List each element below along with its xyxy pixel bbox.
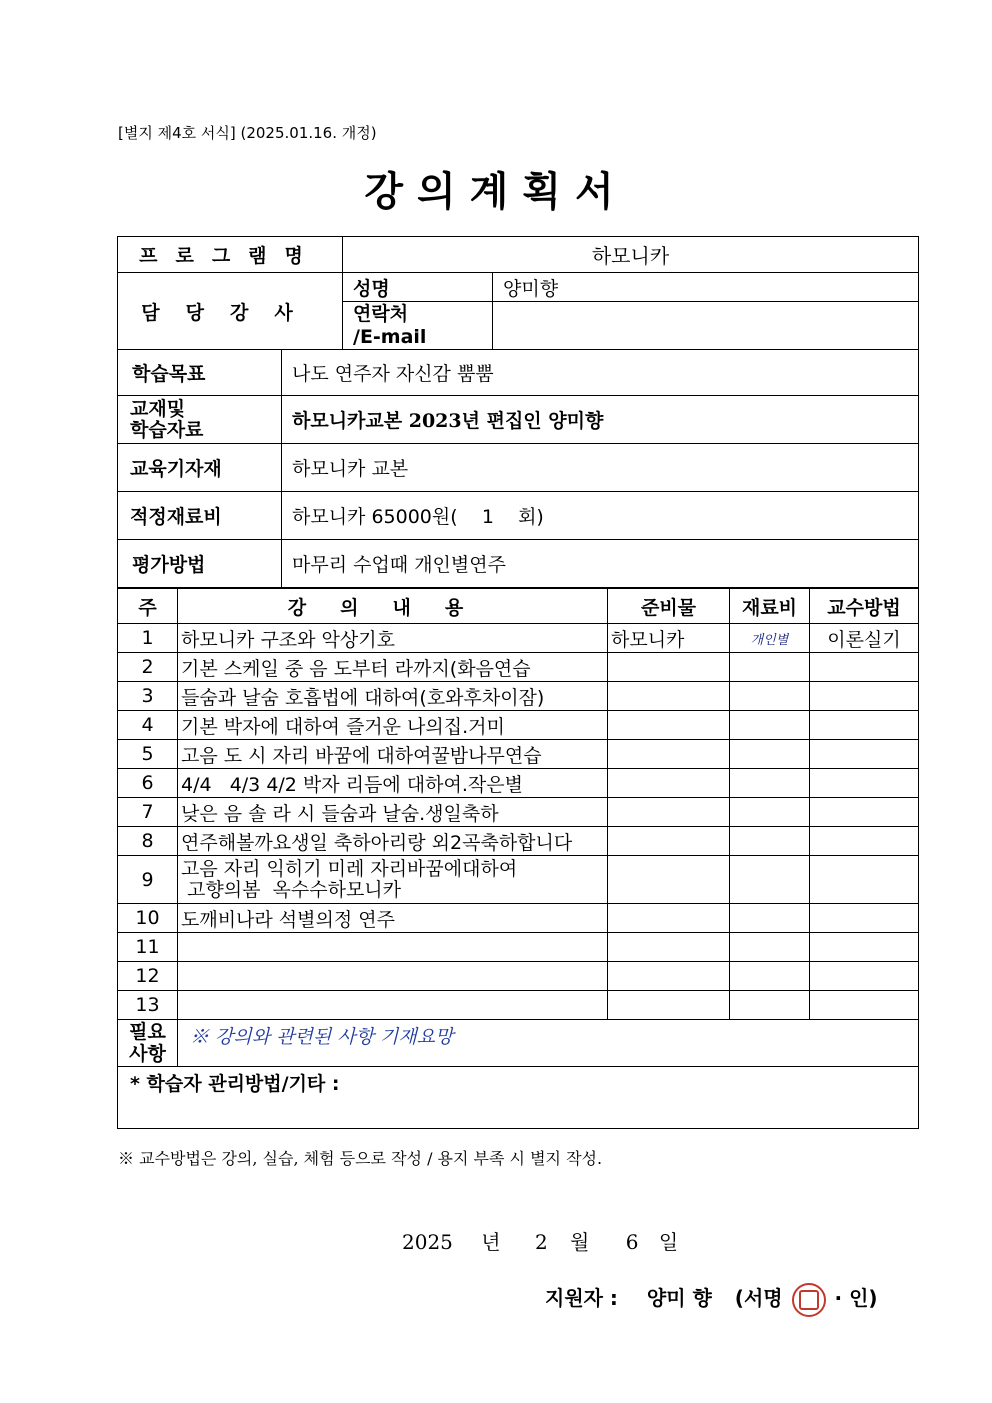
lecture-content: 4/4 4/3 4/2 박자 리듬에 대하여.작은별 xyxy=(178,769,608,798)
teaching-method xyxy=(810,933,919,962)
week-header: 주 xyxy=(118,589,178,624)
content-header: 강의내용 xyxy=(178,589,608,624)
fee-value: 하모니카 65000원( 1 회) xyxy=(282,492,919,540)
material-fee xyxy=(730,827,810,856)
prep-item xyxy=(608,653,730,682)
equipment-value: 하모니카 교본 xyxy=(282,444,919,492)
teaching-method xyxy=(810,991,919,1020)
prep-item xyxy=(608,933,730,962)
table-row xyxy=(118,962,919,991)
lecture-content xyxy=(178,991,608,1020)
applicant-line xyxy=(545,1282,878,1317)
applicant-label: 지원자 : xyxy=(545,1286,618,1310)
instructor-label: 담당강사 xyxy=(118,273,343,350)
prep-item xyxy=(608,682,730,711)
week-number: 1 xyxy=(118,624,178,653)
week-number: 13 xyxy=(118,991,178,1020)
prep-item xyxy=(608,769,730,798)
date-day-unit: 일 xyxy=(658,1230,679,1254)
sign-open: (서명 xyxy=(734,1286,783,1310)
week-number: 7 xyxy=(118,798,178,827)
lecture-content xyxy=(178,933,608,962)
lecture-content: 도깨비나라 석별의정 연주 xyxy=(178,904,608,933)
eval-value: 마무리 수업때 개인별연주 xyxy=(282,540,919,588)
material-fee xyxy=(730,933,810,962)
teaching-method xyxy=(810,682,919,711)
material-fee xyxy=(730,740,810,769)
table-row xyxy=(118,856,919,904)
date-day: 6 xyxy=(625,1230,639,1254)
week-number: 6 xyxy=(118,769,178,798)
contact-label-line2: /E-mail xyxy=(353,325,427,348)
teaching-method xyxy=(810,904,919,933)
lecture-content: 들숨과 날숨 호흡법에 대하여(호와후차이잠) xyxy=(178,682,608,711)
table-row xyxy=(118,798,919,827)
material-fee xyxy=(730,711,810,740)
table-row xyxy=(118,682,919,711)
lecture-content xyxy=(178,962,608,991)
week-number: 5 xyxy=(118,740,178,769)
lecture-content xyxy=(178,856,608,904)
prep-header: 준비물 xyxy=(608,589,730,624)
date-year: 2025 xyxy=(402,1230,453,1254)
material-fee xyxy=(730,904,810,933)
prep-item xyxy=(608,798,730,827)
material-fee: 개인별 xyxy=(730,624,810,653)
prep-item xyxy=(608,856,730,904)
date-month: 2 xyxy=(534,1230,548,1254)
prep-item xyxy=(608,827,730,856)
lecture-content: 기본 스케일 중 음 도부터 라까지(화음연습 xyxy=(178,653,608,682)
table-row xyxy=(118,827,919,856)
material-fee xyxy=(730,991,810,1020)
week-number: 12 xyxy=(118,962,178,991)
details-table xyxy=(117,349,919,588)
material-value: 하모니카교본 2023년 편집인 양미향 xyxy=(282,396,919,444)
material-label xyxy=(118,396,282,444)
footnote: ※ 교수방법은 강의, 실습, 체험 등으로 작성 / 용지 부족 시 별지 작성. xyxy=(118,1149,603,1168)
info-table xyxy=(117,236,919,350)
program-value: 하모니카 xyxy=(343,237,919,273)
week-number: 11 xyxy=(118,933,178,962)
fee-header: 재료비 xyxy=(730,589,810,624)
goal-value: 나도 연주자 자신감 뿜뿜 xyxy=(282,350,919,396)
lecture-content: 낮은 음 솔 라 시 들숨과 날숨.생일축하 xyxy=(178,798,608,827)
prep-item xyxy=(608,962,730,991)
date-line xyxy=(402,1226,678,1255)
teaching-method xyxy=(810,711,919,740)
material-label-line2: 학습자료 xyxy=(130,418,204,441)
teaching-method xyxy=(810,769,919,798)
sign-close: · 인) xyxy=(834,1286,878,1310)
teaching-method: 이론실기 xyxy=(810,624,919,653)
material-fee xyxy=(730,856,810,904)
teaching-method xyxy=(810,827,919,856)
material-fee xyxy=(730,653,810,682)
lecture-content-line1: 고음 자리 익히기 미레 자리바꿈에대하여 xyxy=(181,857,518,880)
week-number: 2 xyxy=(118,653,178,682)
goal-label: 학습목표 xyxy=(118,350,282,396)
table-row xyxy=(118,933,919,962)
management-label: * 학습자 관리방법/기타 : xyxy=(118,1067,919,1129)
date-month-unit: 월 xyxy=(570,1230,590,1254)
material-label-line1: 교재및 xyxy=(130,397,186,420)
required-note: ※ 강의와 관련된 사항 기재요망 xyxy=(178,1020,919,1067)
table-row xyxy=(118,769,919,798)
table-row xyxy=(118,904,919,933)
contact-label-line1: 연락처 xyxy=(353,302,409,325)
teaching-method xyxy=(810,740,919,769)
week-number: 9 xyxy=(118,856,178,904)
table-row xyxy=(118,624,919,653)
table-row xyxy=(118,740,919,769)
material-fee xyxy=(730,962,810,991)
teaching-method xyxy=(810,653,919,682)
applicant-name: 양미 향 xyxy=(646,1286,712,1310)
lecture-content: 연주해볼까요생일 축하아리랑 외2곡축하합니다 xyxy=(178,827,608,856)
prep-item xyxy=(608,711,730,740)
table-row xyxy=(118,653,919,682)
prep-item: 하모니카 xyxy=(608,624,730,653)
week-number: 3 xyxy=(118,682,178,711)
form-reference: [별지 제4호 서식] (2025.01.16. 개정) xyxy=(118,124,377,142)
prep-item xyxy=(608,740,730,769)
name-label: 성명 xyxy=(343,273,493,302)
teaching-method xyxy=(810,856,919,904)
material-fee xyxy=(730,769,810,798)
lecture-content-line2: 고향의봄 옥수수하모니카 xyxy=(181,878,402,901)
week-number: 8 xyxy=(118,827,178,856)
week-number: 4 xyxy=(118,711,178,740)
teaching-method xyxy=(810,798,919,827)
material-fee xyxy=(730,682,810,711)
required-label xyxy=(118,1020,178,1067)
required-label-line2: 사항 xyxy=(129,1043,166,1065)
contact-value xyxy=(493,302,919,350)
method-header: 교수방법 xyxy=(810,589,919,624)
eval-label: 평가방법 xyxy=(118,540,282,588)
lecture-content: 하모니카 구조와 악상기호 xyxy=(178,624,608,653)
prep-item xyxy=(608,991,730,1020)
table-row xyxy=(118,711,919,740)
prep-item xyxy=(608,904,730,933)
schedule-table xyxy=(117,588,919,1129)
name-value: 양미향 xyxy=(493,273,919,302)
lecture-content: 고음 도 시 자리 바꿈에 대하여꿀밤나무연습 xyxy=(178,740,608,769)
document-title: 강의계획서 xyxy=(364,169,628,215)
program-label: 프로그램명 xyxy=(118,237,343,273)
week-number: 10 xyxy=(118,904,178,933)
table-row xyxy=(118,991,919,1020)
seal-stamp-icon xyxy=(792,1283,826,1317)
required-label-line1: 필요 xyxy=(129,1021,166,1043)
teaching-method xyxy=(810,962,919,991)
date-year-unit: 년 xyxy=(481,1230,501,1254)
lecture-content: 기본 박자에 대하여 즐거운 나의집.거미 xyxy=(178,711,608,740)
material-fee xyxy=(730,798,810,827)
contact-label xyxy=(343,302,493,350)
fee-label: 적정재료비 xyxy=(118,492,282,540)
equipment-label: 교육기자재 xyxy=(118,444,282,492)
